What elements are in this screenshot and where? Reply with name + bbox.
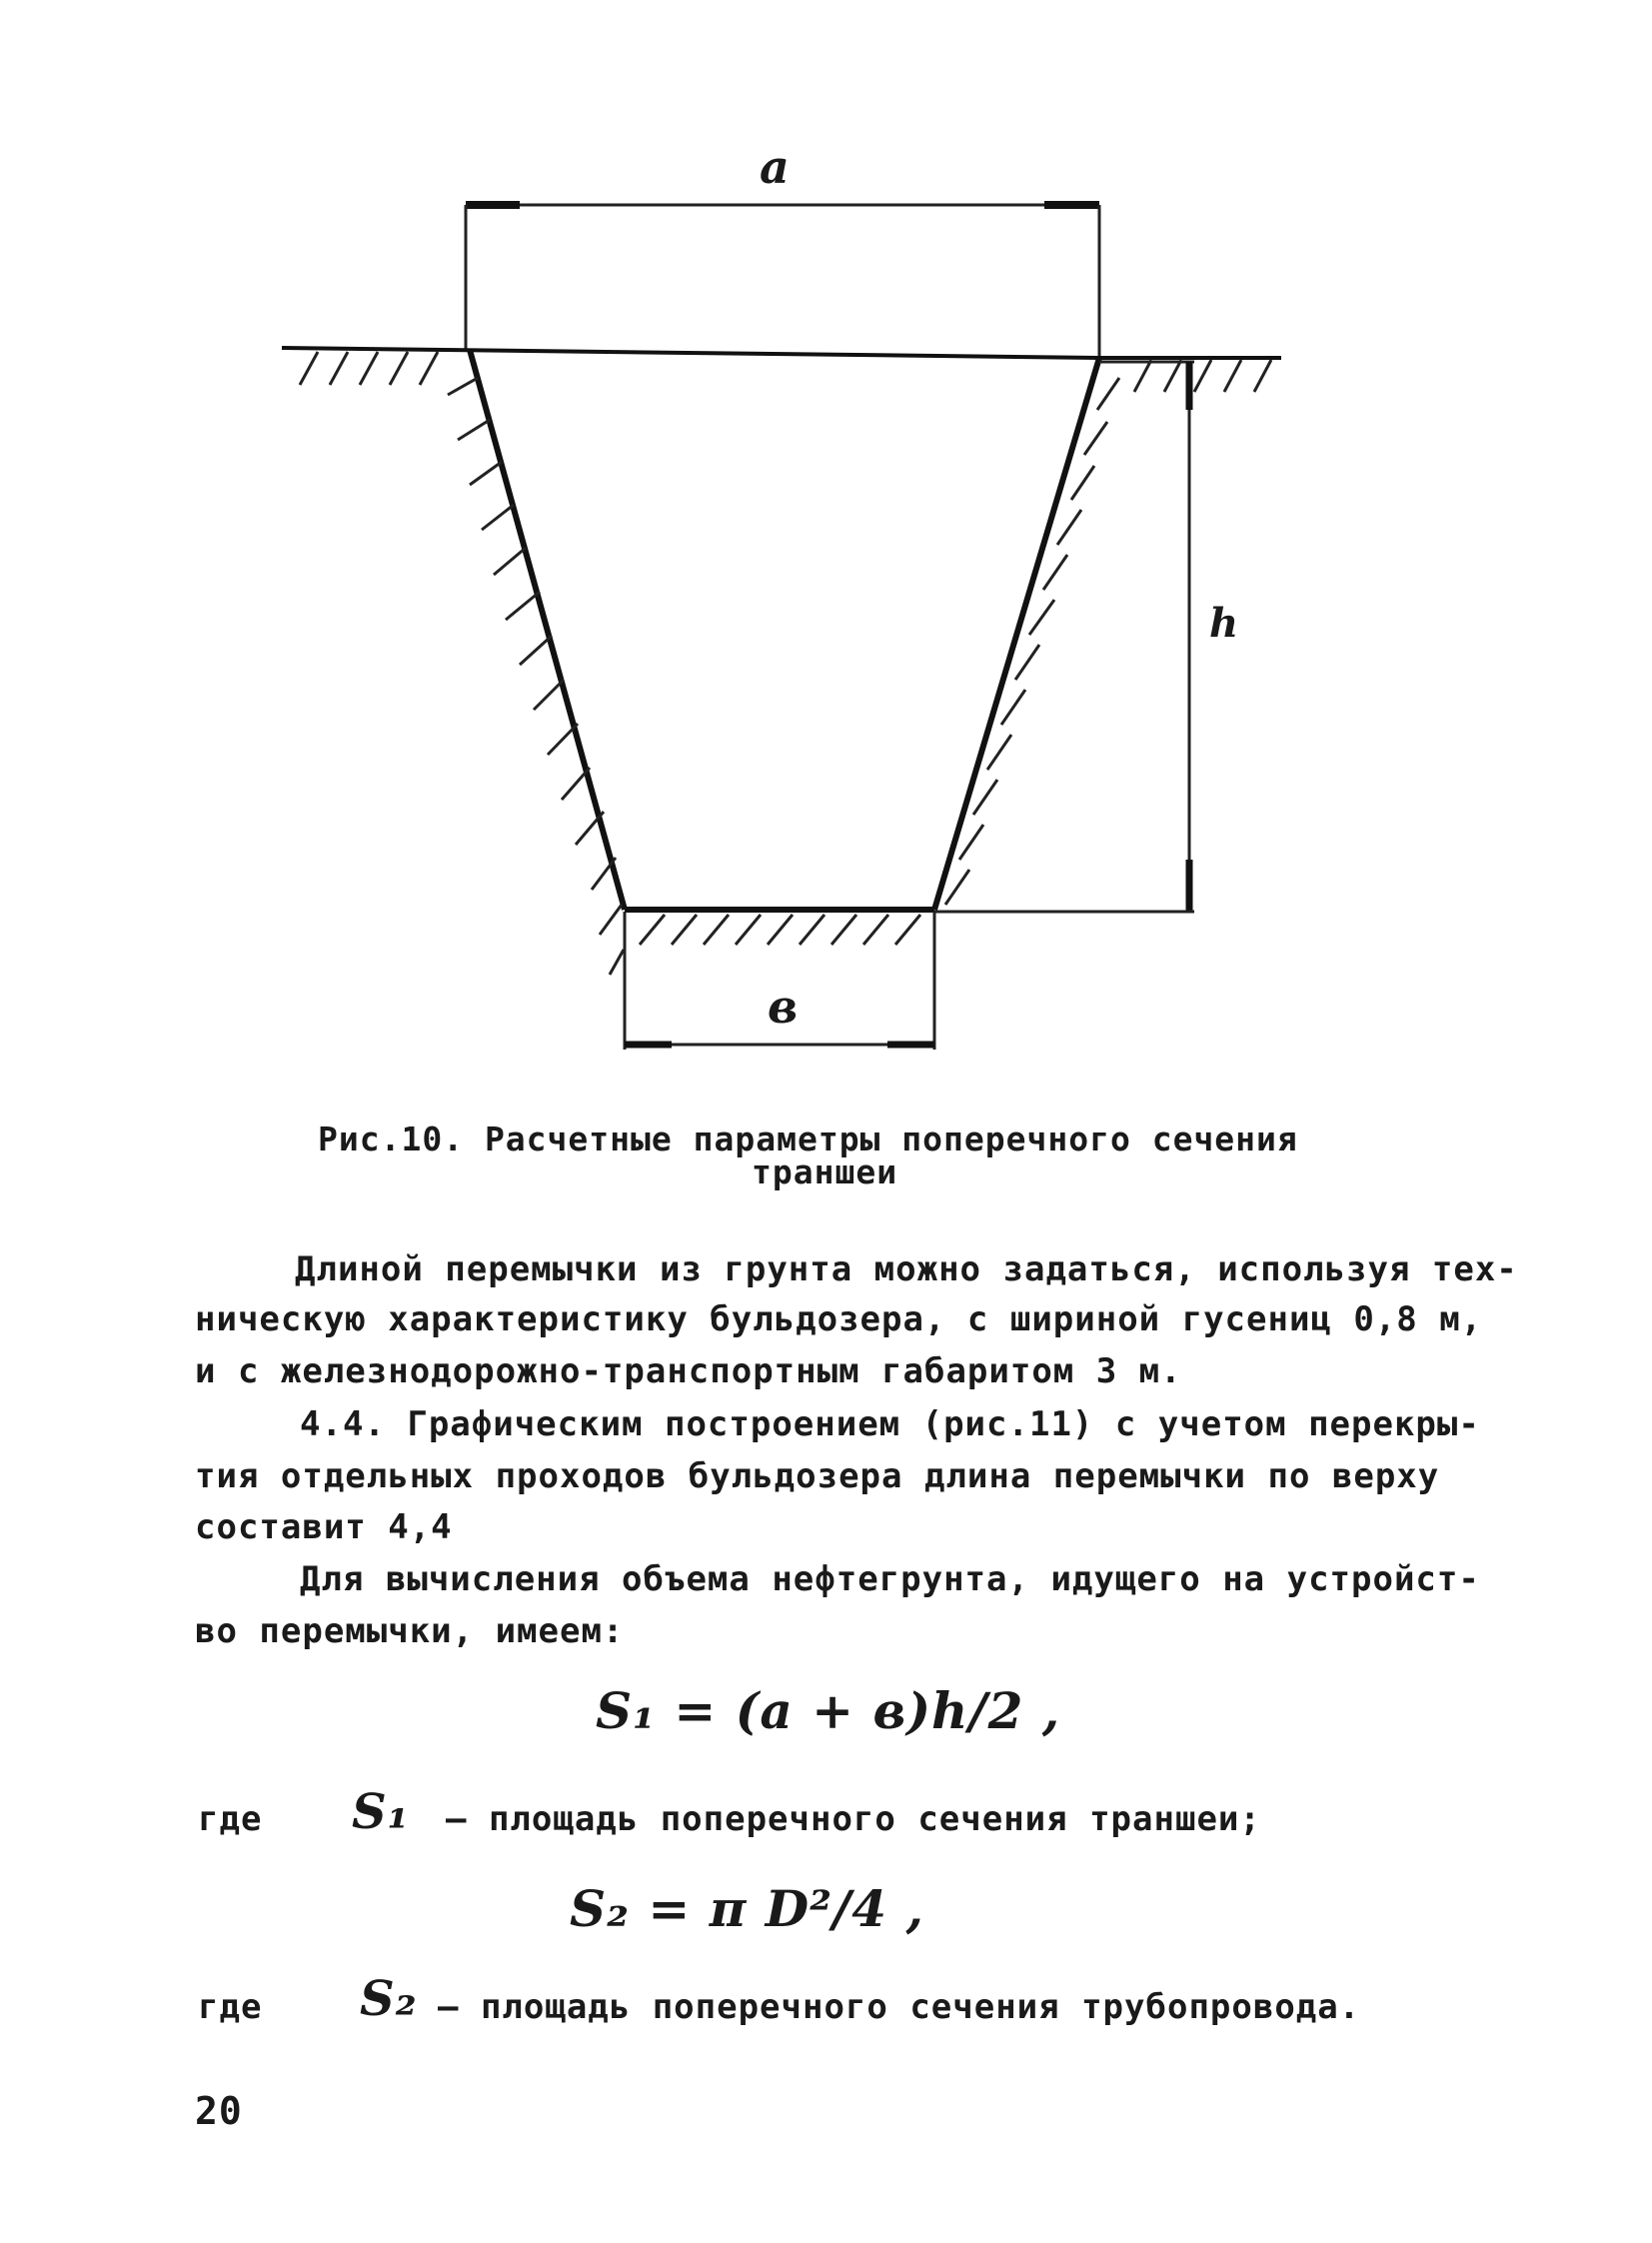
trench-walls bbox=[448, 350, 1119, 975]
where-label-2: где bbox=[198, 1987, 263, 2027]
dimension-a bbox=[466, 205, 1099, 358]
paragraph-1-line-2: ническую характеристику бульдозера, с шириной гусениц 0,8 м, bbox=[195, 1299, 1483, 1339]
figure-caption-line1: Рис.10. Расчетные параметры поперечного сечения bbox=[318, 1120, 1298, 1158]
page-number: 20 bbox=[195, 2089, 243, 2133]
paragraph-3-line-1: Для вычисления объема нефтегрунта, идущего на устройст- bbox=[300, 1559, 1480, 1599]
symbol-s2: S₂ bbox=[360, 1971, 418, 2027]
dimension-h bbox=[934, 362, 1194, 912]
where-label-1: где bbox=[198, 1799, 263, 1839]
symbol-s1: S₁ bbox=[352, 1784, 410, 1840]
label-a: a bbox=[760, 140, 790, 194]
formula-area-trench: S₁ = (a + в)h/2 , bbox=[596, 1681, 1061, 1740]
label-h: h bbox=[1209, 600, 1239, 647]
definition-s1: – площадь поперечного сечения траншеи; bbox=[446, 1799, 1261, 1839]
definition-s2: – площадь поперечного сечения трубопровода. bbox=[438, 1987, 1361, 2027]
paragraph-3-line-2: во перемычки, имеем: bbox=[195, 1611, 625, 1651]
paragraph-1-line-1: Длиной перемычки из грунта можно задаться, используя тех- bbox=[295, 1249, 1518, 1289]
paragraph-2-line-3: составит 4,4 bbox=[195, 1507, 453, 1547]
paragraph-2-line-1: 4.4. Графическим построением (рис.11) с учетом перекры- bbox=[300, 1404, 1480, 1444]
formula-area-pipe: S₂ = π D²/4 , bbox=[570, 1879, 924, 1938]
figure-caption-line2: траншеи bbox=[752, 1152, 898, 1191]
label-b: в bbox=[768, 980, 799, 1034]
paragraph-2-line-2: тия отдельных проходов бульдозера длина перемычки по верху bbox=[195, 1456, 1440, 1496]
paragraph-1-line-3: и с железнодорожно-транспортным габаритом 3 м. bbox=[195, 1351, 1182, 1391]
trench-cross-section-diagram bbox=[0, 0, 1652, 1100]
ground-surface bbox=[282, 348, 1281, 392]
